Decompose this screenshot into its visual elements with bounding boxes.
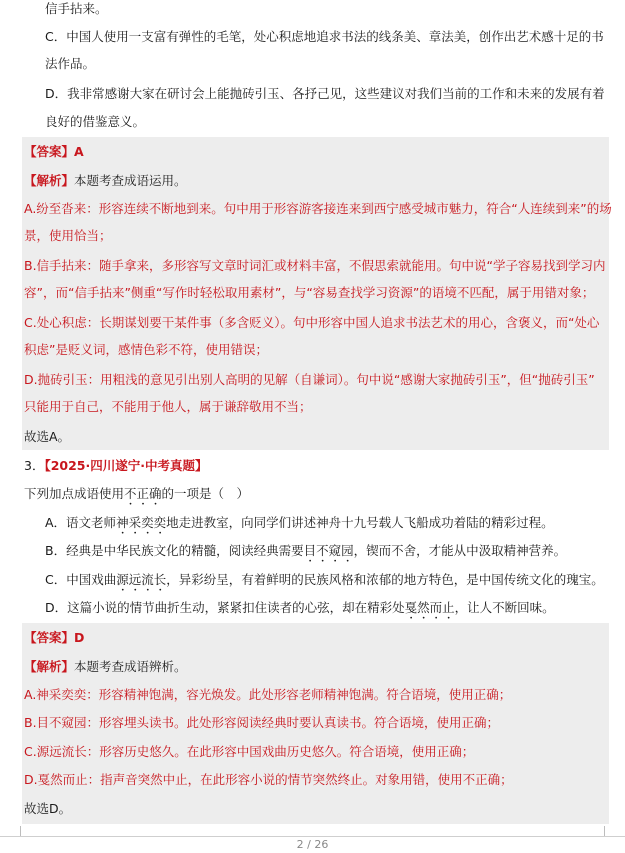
answer-tag: 【答案】 (24, 630, 75, 645)
q3-stem: 下列加点成语使用不正确的一项是（ ） (24, 486, 250, 501)
q3-stem-emphasis: 不正确 (124, 486, 162, 501)
q2-analysis-b-line2: 容”，而“信手拈来”侧重“写作时轻松取用素材”，与“容易查找学习资源”的语境不匹配，属于用错对象； (24, 285, 595, 300)
q2-analysis-a-line1: A.纷至沓来：形容连续不断地到来。句中用于形容游客接连来到西宁感受城市魅力，符合“人连续到来”的场 (24, 201, 612, 216)
q3-option-c: C．中国戏曲源远流长，异彩纷呈，有着鲜明的民族风格和浓郁的地方特色，是中国传统文化的瑰宝。 (45, 572, 604, 587)
q3-analysis-b: B.目不窥园：形容埋头读书。此处形容阅读经典时要认真读书。符合语境，使用正确； (24, 715, 500, 730)
q3-option-c-idiom: 源远流长 (116, 572, 167, 587)
q3-conclusion: 故选D。 (24, 801, 72, 816)
analysis-tag: 【解析】 (24, 659, 75, 674)
q3-answer (24, 629, 84, 647)
answer-tag: 【答案】 (24, 144, 75, 159)
answer-value: A (74, 144, 84, 159)
q2-analysis-c-line1: C.处心积虑：长期谋划要干某件事（多含贬义）。句中形容中国人追求书法艺术的用心，含褒义，而“处心 (24, 315, 600, 330)
q3-analysis-c: C.源远流长：形容历史悠久。在此形容中国戏曲历史悠久。符合语境，使用正确； (24, 744, 475, 759)
q2-conclusion: 故选A。 (24, 429, 71, 444)
q2-option-b-tail: 信手拈来。 (45, 1, 108, 16)
q3-option-b-idiom: 目不窥园 (303, 543, 354, 558)
answer-value: D (74, 630, 85, 645)
q3-source: 【2025·四川遂宁·中考真题】 (44, 458, 208, 473)
q3-option-a: A．语文老师神采奕奕地走进教室，向同学们讲述神舟十九号载人飞船成功着陆的精彩过程。 (45, 515, 554, 530)
q3-analysis-intro: 【解析】本题考查成语辨析。 (24, 659, 187, 674)
q3-option-b: B．经典是中华民族文化的精髓，阅读经典需要目不窥园，锲而不舍，才能从中汲取精神营养。 (45, 543, 567, 558)
q2-analysis-d-line1: D.抛砖引玉：用粗浅的意见引出别人高明的见解（自谦词）。句中说“感谢大家抛砖引玉”，但“抛砖引玉” (24, 372, 595, 387)
q2-option-d-line2: 良好的借鉴意义。 (45, 114, 146, 129)
q2-analysis-intro: 【解析】本题考查成语运用。 (24, 173, 187, 188)
q3-header (24, 457, 208, 475)
q2-option-c-line1: C．中国人使用一支富有弹性的毛笔，处心积虑地追求书法的线条美、章法美，创作出艺术感十足的书 (45, 29, 604, 44)
q2-analysis-d-line2: 只能用于自己，不能用于他人，属于谦辞敬用不当； (24, 399, 312, 414)
q3-option-d: D．这篇小说的情节曲折生动，紧紧扣住读者的心弦，却在精彩处戛然而止，让人不断回味。 (45, 600, 555, 615)
q3-number: 3． (24, 458, 45, 473)
q3-option-a-idiom: 神采奕奕 (116, 515, 167, 530)
q2-answer (24, 143, 84, 161)
q2-analysis-a-line2: 景，使用恰当； (24, 228, 112, 243)
page-footer-divider (0, 836, 625, 837)
q3-analysis-d: D.戛然而止：指声音突然中止，在此形容小说的情节突然终止。对象用错，使用不正确； (24, 772, 513, 787)
q3-option-d-idiom: 戛然而止 (404, 600, 455, 615)
analysis-tag: 【解析】 (24, 173, 75, 188)
q3-analysis-a: A.神采奕奕：形容精神饱满，容光焕发。此处形容老师精神饱满。符合语境，使用正确； (24, 687, 512, 702)
q2-analysis-c-line2: 积虑”是贬义词，感情色彩不符，使用错误； (24, 342, 268, 357)
q2-option-c-line2: 法作品。 (45, 56, 96, 71)
q2-option-d-line1: D．我非常感谢大家在研讨会上能抛砖引玉、各抒己见，这些建议对我们当前的工作和未来的发展有着 (45, 86, 605, 101)
q2-analysis-b-line1: B.信手拈来：随手拿来，多形容写文章时词汇或材料丰富，不假思索就能用。句中说“学子容易找到学习内 (24, 258, 606, 273)
page-number: 2 / 26 (296, 838, 329, 851)
